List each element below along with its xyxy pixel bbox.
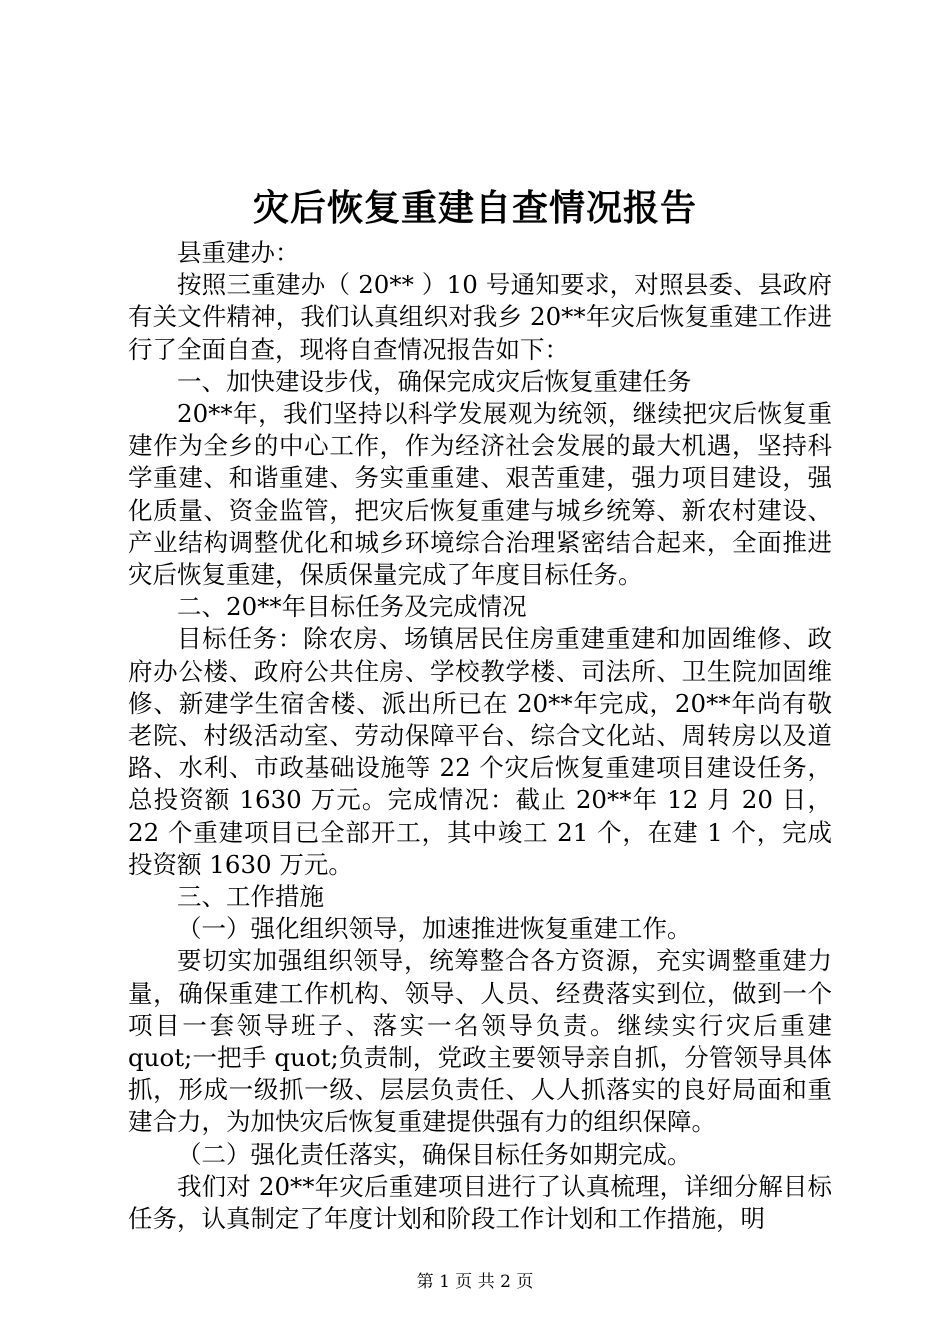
subsection-2-paragraph: 我们对 20**年灾后重建项目进行了认真梳理，详细分解目标任务，认真制定了年度计划和阶段工作计划和工作措施，明	[128, 1171, 832, 1234]
section-heading-1: 一、加快建设步伐，确保完成灾后恢复重建任务	[177, 366, 692, 396]
section-heading-2: 二、20**年目标任务及完成情况	[177, 592, 527, 622]
page-footer: 第 1 页 共 2 页	[416, 1272, 534, 1292]
document-title: 灾后恢复重建自查情况报告	[252, 187, 697, 229]
section-1-paragraph: 20**年，我们坚持以科学发展观为统领，继续把灾后恢复重建作为全乡的中心工作，作为经济社会发展的最大机遇，坚持科学重建、和谐重建、务实重重建、艰苦重建，强力项目建设，强化质量、资金监管，把灾后恢复重建与城乡统筹、新农村建设、产业结构调整优化和城乡环境综合治理紧密结合起来，全面推进灾后恢复重建，保质保量完成了年度目标任务。	[128, 399, 832, 590]
salutation: 县重建办：	[177, 238, 300, 267]
section-heading-3: 三、工作措施	[177, 882, 324, 912]
subsection-heading-2: （二）强化责任落实，确保目标任务如期完成。	[177, 1139, 692, 1169]
intro-paragraph: 按照三重建办（ 20** ）10 号通知要求，对照县委、县政府有关文件精神，我们认真组织对我乡 20**年灾后恢复重建工作进行了全面自查，现将自查情况报告如下：	[128, 270, 832, 364]
section-2-paragraph: 目标任务：除农房、场镇居民住房重建重建和加固维修、政府办公楼、政府公共住房、学校教学楼、司法所、卫生院加固维修、新建学生宿舍楼、派出所已在 20**年完成，20**年尚有敬老院、村级活动室、劳动保障平台、综合文化站、周转房以及道路、水利、市政基础设施等 22 个灾后恢复重建项目建设任务，总投资额 1630 万元。完成情况：截止 20**年 12 月 20 日，22 个重建项目已全部开工，其中竣工 21 个，在建 1 个，完成投资额 1630 万元。	[128, 624, 832, 879]
subsection-1-paragraph: 要切实加强组织领导，统筹整合各方资源，充实调整重建力量，确保重建工作机构、领导、人员、经费落实到位，做到一个项目一套领导班子、落实一名领导负责。继续实行灾后重建 quot;一把手 quot;负责制，党政主要领导亲自抓，分管领导具体抓，形成一级抓一级、层层负责任、人人抓落实的良好局面和重建合力，为加快灾后恢复重建提供强有力的组织保障。	[128, 946, 840, 1137]
document-body	[128, 237, 840, 1235]
subsection-heading-1: （一）强化组织领导，加速推进恢复重建工作。	[177, 914, 692, 944]
